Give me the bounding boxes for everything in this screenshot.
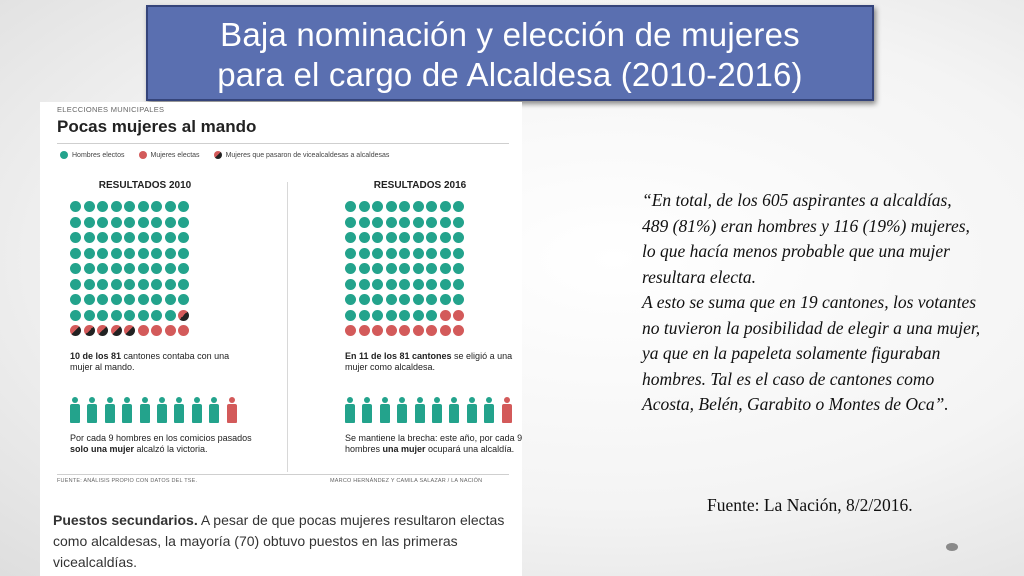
dot-man bbox=[359, 263, 370, 274]
figure-body bbox=[362, 404, 372, 423]
dot-man bbox=[138, 263, 149, 274]
dot-man bbox=[359, 310, 370, 321]
infographic-credits: MARCO HERNÁNDEZ Y CAMILA SALAZAR / LA NACIÓN bbox=[330, 478, 483, 484]
dot-man bbox=[345, 263, 356, 274]
panel-2010-note-plain: Por cada 9 hombres en los comicios pasados bbox=[70, 432, 252, 443]
dot-man bbox=[440, 248, 451, 259]
figure-head bbox=[364, 397, 370, 403]
dot-man bbox=[372, 217, 383, 228]
dot-man bbox=[124, 217, 135, 228]
figure-body bbox=[397, 404, 407, 423]
figure-head bbox=[159, 397, 165, 403]
figure-head bbox=[176, 397, 182, 403]
dot-vice-to-mayor bbox=[84, 325, 95, 336]
panel-2016-note-plain: Se mantiene la brecha: este año, por cada 9 hombres bbox=[345, 432, 522, 454]
dot-man bbox=[97, 201, 108, 212]
slide-title bbox=[146, 5, 874, 101]
legend-dot-women-icon bbox=[139, 151, 147, 159]
dot-man bbox=[386, 263, 397, 274]
dot-man bbox=[386, 294, 397, 305]
dot-man bbox=[124, 294, 135, 305]
dot-man bbox=[165, 232, 176, 243]
dot-man bbox=[453, 248, 464, 259]
dot-man bbox=[97, 263, 108, 274]
man-figure-icon bbox=[484, 397, 494, 423]
dot-man bbox=[399, 201, 410, 212]
dot-man bbox=[372, 263, 383, 274]
dot-man bbox=[413, 263, 424, 274]
figure-head bbox=[107, 397, 113, 403]
figure-body bbox=[227, 404, 237, 423]
panel-2010-note-end: alcalzó la victoria. bbox=[134, 443, 208, 454]
panel-2016-stat-bold: En 11 de los 81 cantones bbox=[345, 350, 452, 361]
dot-man bbox=[345, 217, 356, 228]
quote-source: Fuente: La Nación, 8/2/2016. bbox=[707, 495, 913, 515]
figure-head bbox=[72, 397, 78, 403]
figure-head bbox=[451, 397, 457, 403]
dot-man bbox=[178, 232, 189, 243]
dot-man bbox=[178, 217, 189, 228]
dot-man bbox=[124, 279, 135, 290]
figure-body bbox=[380, 404, 390, 423]
figure-head bbox=[417, 397, 423, 403]
legend-item-women bbox=[139, 151, 200, 159]
man-figure-icon bbox=[345, 397, 355, 423]
dot-man bbox=[138, 310, 149, 321]
figure-body bbox=[192, 404, 202, 423]
dot-man bbox=[165, 279, 176, 290]
dot-man bbox=[84, 248, 95, 259]
man-figure-icon bbox=[380, 397, 390, 423]
dot-man bbox=[151, 217, 162, 228]
dot-man bbox=[386, 232, 397, 243]
panel-2010-note bbox=[70, 433, 265, 455]
man-figure-icon bbox=[362, 397, 372, 423]
figure-head bbox=[124, 397, 130, 403]
figure-head bbox=[382, 397, 388, 403]
dot-man bbox=[138, 201, 149, 212]
dot-man bbox=[426, 294, 437, 305]
dot-man bbox=[372, 310, 383, 321]
dot-man bbox=[124, 248, 135, 259]
dot-man bbox=[413, 310, 424, 321]
figure-body bbox=[157, 404, 167, 423]
legend-label-women: Mujeres electas bbox=[150, 151, 200, 159]
infographic-section-label: ELECCIONES MUNICIPALES bbox=[57, 105, 165, 114]
dot-man bbox=[111, 232, 122, 243]
dot-vice-to-mayor bbox=[124, 325, 135, 336]
dot-man bbox=[345, 248, 356, 259]
dot-woman bbox=[372, 325, 383, 336]
dot-man bbox=[372, 279, 383, 290]
man-figure-icon bbox=[70, 397, 80, 423]
dot-man bbox=[70, 294, 81, 305]
dot-man bbox=[70, 263, 81, 274]
dot-man bbox=[97, 232, 108, 243]
legend-label-men: Hombres electos bbox=[72, 151, 125, 159]
dot-man bbox=[413, 294, 424, 305]
dot-woman bbox=[453, 325, 464, 336]
dot-man bbox=[399, 279, 410, 290]
figure-body bbox=[87, 404, 97, 423]
dot-man bbox=[84, 263, 95, 274]
figure-body bbox=[484, 404, 494, 423]
infographic-heading: Pocas mujeres al mando bbox=[57, 117, 257, 136]
legend-dot-men-icon bbox=[60, 151, 68, 159]
man-figure-icon bbox=[122, 397, 132, 423]
figure-body bbox=[345, 404, 355, 423]
dot-man bbox=[372, 232, 383, 243]
infographic-bottom-rule bbox=[57, 474, 509, 475]
figure-head bbox=[142, 397, 148, 403]
dot-man bbox=[165, 201, 176, 212]
dot-man bbox=[70, 248, 81, 259]
man-figure-icon bbox=[467, 397, 477, 423]
dot-man bbox=[359, 232, 370, 243]
dot-man bbox=[372, 248, 383, 259]
figure-body bbox=[105, 404, 115, 423]
dot-man bbox=[440, 217, 451, 228]
dot-man bbox=[386, 248, 397, 259]
dot-man bbox=[359, 279, 370, 290]
man-figure-icon bbox=[87, 397, 97, 423]
figure-head bbox=[211, 397, 217, 403]
puestos-text: A pesar de que pocas mujeres resultaron electas como alcaldesas, la mayoría (70) obtuvo puestos en las primeras vicealcaldías. bbox=[53, 512, 505, 570]
panel-2010-stat-rest: cantones contaba con una mujer al mando. bbox=[70, 350, 230, 372]
figure-head bbox=[399, 397, 405, 403]
dot-woman bbox=[453, 310, 464, 321]
dot-woman bbox=[151, 325, 162, 336]
infographic-source: FUENTE: ANÁLISIS PROPIO CON DATOS DEL TSE. bbox=[57, 478, 198, 484]
infographic-rule bbox=[57, 143, 509, 144]
man-figure-icon bbox=[157, 397, 167, 423]
panel-2016-stat bbox=[345, 351, 522, 373]
dot-man bbox=[84, 232, 95, 243]
man-figure-icon bbox=[397, 397, 407, 423]
dot-vice-to-mayor bbox=[111, 325, 122, 336]
dot-man bbox=[426, 201, 437, 212]
dot-man bbox=[359, 248, 370, 259]
dot-man bbox=[178, 201, 189, 212]
man-figure-icon bbox=[105, 397, 115, 423]
dot-woman bbox=[413, 325, 424, 336]
dot-man bbox=[413, 279, 424, 290]
dot-man bbox=[359, 217, 370, 228]
dot-woman bbox=[165, 325, 176, 336]
dot-woman bbox=[399, 325, 410, 336]
panel-2016-note-bold: una mujer bbox=[382, 443, 426, 454]
man-figure-icon bbox=[140, 397, 150, 423]
dot-man bbox=[453, 232, 464, 243]
figure-body bbox=[415, 404, 425, 423]
figure-body bbox=[432, 404, 442, 423]
dot-vice-to-mayor bbox=[70, 325, 81, 336]
dot-man bbox=[386, 279, 397, 290]
dot-man bbox=[70, 217, 81, 228]
dot-man bbox=[440, 232, 451, 243]
dot-man bbox=[413, 248, 424, 259]
woman-figure-icon bbox=[502, 397, 512, 423]
dot-man bbox=[453, 201, 464, 212]
dot-man bbox=[151, 232, 162, 243]
figure-head bbox=[504, 397, 510, 403]
figure-head bbox=[89, 397, 95, 403]
dot-man bbox=[151, 294, 162, 305]
dot-man bbox=[345, 279, 356, 290]
figure-head bbox=[347, 397, 353, 403]
dot-man bbox=[399, 294, 410, 305]
dot-woman bbox=[386, 325, 397, 336]
dot-man bbox=[178, 279, 189, 290]
dot-man bbox=[440, 279, 451, 290]
dot-vice-to-mayor bbox=[97, 325, 108, 336]
man-figure-icon bbox=[415, 397, 425, 423]
dot-man bbox=[426, 310, 437, 321]
dot-man bbox=[84, 201, 95, 212]
dot-man bbox=[345, 232, 356, 243]
panel-2010-stat-bold: 10 de los 81 bbox=[70, 350, 122, 361]
dot-man bbox=[359, 294, 370, 305]
slide-title-line-1: Baja nominación y elección de mujeres bbox=[220, 16, 800, 53]
dot-man bbox=[151, 310, 162, 321]
dot-woman bbox=[359, 325, 370, 336]
dot-woman bbox=[138, 325, 149, 336]
dot-man bbox=[70, 310, 81, 321]
panel-2010-stat bbox=[70, 351, 250, 373]
dot-man bbox=[165, 217, 176, 228]
dot-man bbox=[124, 310, 135, 321]
dot-man bbox=[440, 263, 451, 274]
dot-man bbox=[178, 248, 189, 259]
figure-body bbox=[174, 404, 184, 423]
dot-man bbox=[386, 201, 397, 212]
panel-2010-title: RESULTADOS 2010 bbox=[98, 180, 192, 191]
dot-man bbox=[138, 217, 149, 228]
dot-man bbox=[386, 310, 397, 321]
dot-man bbox=[97, 279, 108, 290]
figure-body bbox=[449, 404, 459, 423]
dot-man bbox=[165, 310, 176, 321]
figure-head bbox=[469, 397, 475, 403]
dot-vice-to-mayor bbox=[178, 310, 189, 321]
woman-figure-icon bbox=[227, 397, 237, 423]
figure-body bbox=[502, 404, 512, 423]
figure-head bbox=[229, 397, 235, 403]
dot-man bbox=[111, 217, 122, 228]
panel-divider bbox=[287, 182, 288, 472]
dot-man bbox=[440, 201, 451, 212]
dot-man bbox=[453, 294, 464, 305]
panel-2010-dot-grid bbox=[70, 201, 285, 341]
dot-man bbox=[111, 263, 122, 274]
dot-man bbox=[138, 279, 149, 290]
legend-item-vice bbox=[214, 151, 390, 159]
puestos-bold: Puestos secundarios. bbox=[53, 512, 198, 528]
dot-man bbox=[386, 217, 397, 228]
dot-man bbox=[151, 263, 162, 274]
dot-man bbox=[151, 279, 162, 290]
dot-man bbox=[413, 232, 424, 243]
panel-2016-stat-rest: se eligió a una mujer como alcaldesa. bbox=[345, 350, 513, 372]
dot-man bbox=[345, 310, 356, 321]
dot-woman bbox=[426, 325, 437, 336]
figure-head bbox=[434, 397, 440, 403]
dot-man bbox=[97, 217, 108, 228]
dot-man bbox=[426, 217, 437, 228]
dot-man bbox=[70, 232, 81, 243]
panel-2010 bbox=[70, 180, 285, 455]
panel-2016-title: RESULTADOS 2016 bbox=[373, 180, 467, 191]
dot-man bbox=[413, 201, 424, 212]
dot-man bbox=[426, 232, 437, 243]
dot-man bbox=[426, 248, 437, 259]
dot-man bbox=[453, 279, 464, 290]
dot-man bbox=[453, 217, 464, 228]
legend-label-vice: Mujeres que pasaron de vicealcaldesas a alcaldesas bbox=[225, 151, 390, 159]
infographic-legend bbox=[60, 151, 403, 159]
man-figure-icon bbox=[192, 397, 202, 423]
man-figure-icon bbox=[449, 397, 459, 423]
dot-man bbox=[70, 279, 81, 290]
dot-man bbox=[84, 217, 95, 228]
panel-2016-note-end: ocupará una alcaldía. bbox=[425, 443, 515, 454]
dot-man bbox=[453, 263, 464, 274]
dot-man bbox=[84, 279, 95, 290]
dot-man bbox=[124, 263, 135, 274]
figure-body bbox=[209, 404, 219, 423]
man-figure-icon bbox=[432, 397, 442, 423]
figure-body bbox=[467, 404, 477, 423]
figure-head bbox=[486, 397, 492, 403]
figure-body bbox=[140, 404, 150, 423]
panel-2016 bbox=[345, 180, 522, 455]
dot-man bbox=[70, 201, 81, 212]
dot-man bbox=[84, 294, 95, 305]
dot-man bbox=[124, 232, 135, 243]
puestos-paragraph bbox=[53, 510, 522, 573]
dot-man bbox=[372, 201, 383, 212]
dot-man bbox=[84, 310, 95, 321]
legend-item-men bbox=[60, 151, 125, 159]
dot-man bbox=[151, 248, 162, 259]
dot-man bbox=[138, 248, 149, 259]
dot-woman bbox=[345, 325, 356, 336]
dot-man bbox=[111, 310, 122, 321]
dot-man bbox=[138, 232, 149, 243]
dot-man bbox=[426, 263, 437, 274]
dot-man bbox=[345, 294, 356, 305]
quote-paragraph-2: A esto se suma que en 19 cantones, los votantes no tuvieron la posibilidad de elegir a una mujer, ya que en la papeleta solamente figuraban hombres. Tal es el caso de cantones como Acosta, Belén, Garabito o Montes de Oca”. bbox=[642, 292, 981, 414]
panel-2010-note-bold: solo una mujer bbox=[70, 443, 135, 454]
dot-man bbox=[399, 232, 410, 243]
dot-man bbox=[440, 294, 451, 305]
panel-2016-dot-grid bbox=[345, 201, 522, 341]
legend-dot-vice-icon bbox=[214, 151, 222, 159]
dot-man bbox=[165, 294, 176, 305]
figure-body bbox=[70, 404, 80, 423]
dot-man bbox=[426, 279, 437, 290]
dot-man bbox=[124, 201, 135, 212]
dot-man bbox=[111, 201, 122, 212]
dot-man bbox=[138, 294, 149, 305]
dot-man bbox=[111, 279, 122, 290]
dot-man bbox=[97, 294, 108, 305]
man-figure-icon bbox=[174, 397, 184, 423]
dot-woman bbox=[440, 325, 451, 336]
quote-paragraph-1: “En total, de los 605 aspirantes a alcaldías, 489 (81%) eran hombres y 116 (19%) mujeres, lo que hacía menos probable que una mujer resultara electa. bbox=[642, 190, 970, 287]
dot-man bbox=[165, 263, 176, 274]
dot-man bbox=[399, 248, 410, 259]
dot-woman bbox=[440, 310, 451, 321]
panel-2010-people-row bbox=[70, 397, 285, 423]
dot-man bbox=[399, 263, 410, 274]
dot-man bbox=[399, 217, 410, 228]
dot-man bbox=[372, 294, 383, 305]
figure-body bbox=[122, 404, 132, 423]
dot-man bbox=[111, 248, 122, 259]
dot-man bbox=[345, 201, 356, 212]
dot-man bbox=[97, 310, 108, 321]
dot-man bbox=[413, 217, 424, 228]
dot-man bbox=[165, 248, 176, 259]
dot-man bbox=[151, 201, 162, 212]
figure-head bbox=[194, 397, 200, 403]
slide-marker-icon bbox=[946, 543, 958, 551]
slide-title-line-2: para el cargo de Alcaldesa (2010-2016) bbox=[217, 56, 803, 93]
dot-man bbox=[97, 248, 108, 259]
panel-2016-note bbox=[345, 433, 522, 455]
quote-block bbox=[642, 188, 982, 418]
infographic-image bbox=[40, 102, 522, 576]
dot-man bbox=[399, 310, 410, 321]
panel-2016-people-row bbox=[345, 397, 522, 423]
dot-woman bbox=[178, 325, 189, 336]
dot-man bbox=[111, 294, 122, 305]
dot-man bbox=[359, 201, 370, 212]
dot-man bbox=[178, 294, 189, 305]
dot-man bbox=[178, 263, 189, 274]
man-figure-icon bbox=[209, 397, 219, 423]
